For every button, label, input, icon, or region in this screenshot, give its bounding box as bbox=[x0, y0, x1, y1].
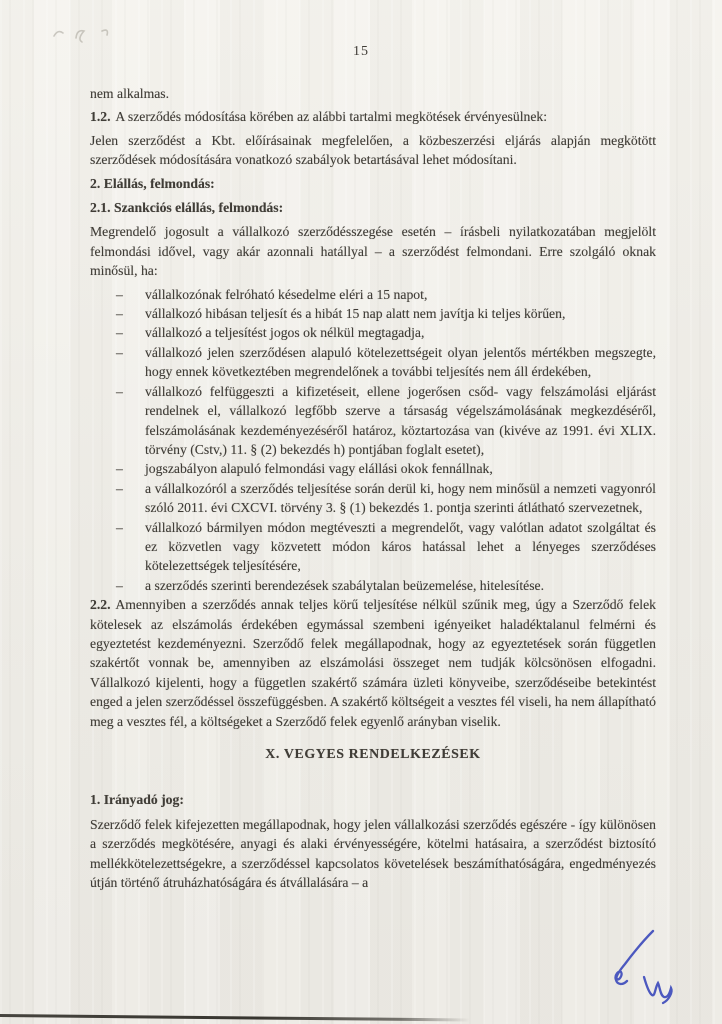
list-item bbox=[90, 343, 656, 382]
bullet-dash: – bbox=[116, 519, 123, 535]
list-item-text: vállalkozó a teljesítést jogos ok nélkül megtagadja, bbox=[145, 325, 425, 341]
list-item bbox=[90, 285, 656, 304]
page-number: 15 bbox=[353, 44, 369, 59]
list-item bbox=[90, 459, 656, 478]
document-text-block bbox=[90, 84, 656, 896]
list-item-text: jogszabályon alapuló felmondási vagy elállási okok fennállnak, bbox=[145, 461, 493, 477]
list-item bbox=[90, 382, 656, 460]
section-text-2-2: Amennyiben a szerződés annak teljes körű teljesítése nélkül szűnik meg, úgy a Szerződő felek kötelesek az elszámolás érdekében egymással szembeni igényeiket haladéktalanul felmérni és egyeztetést kezdeményezni. Szerződő felek megállapodnak, hogy az egyeztetések során független szakértőt vonnak be, amennyiben az elszámolási összeget nem tudják kölcsönösen elfogadni. Vállalkozó kijelenti, hogy a független szakértő számára üzleti könyveibe, szerződéseibe betekintést enged a jelen szerződéssel összefüggésben. A szakértő költségeit a vesztes fél viseli, ha nem állapítható meg a vesztes fél, a költségeket a Szerződő felek egyenlő arányban viselik. bbox=[90, 597, 656, 729]
paragraph-section-2-2 bbox=[90, 595, 656, 731]
list-item-text: vállalkozó felfüggeszti a kifizetéseit, ellene jogerősen csőd- vagy felszámolási eljárást rendelnek el, vállalkozó legfőbb szerve a társaság végelszámolásának megkezdéséről, felszámolásának kezdeményezéséről határoz, köztartozása van (kivéve az 1991. évi XLIX. törvény (Cstv,) 11. § (2) bekezdés h) pontjában foglalt esetet), bbox=[145, 383, 656, 457]
list-item bbox=[90, 479, 656, 518]
heading-szankcios-elallas: 2.1. Szankciós elállás, felmondás: bbox=[90, 200, 284, 216]
section-text-1-2: A szerződés módosítása körében az alábbi tartalmi megkötések érvényesülnek: bbox=[115, 109, 548, 125]
list-item bbox=[90, 518, 656, 576]
bullet-dash: – bbox=[116, 577, 123, 593]
list-item-text: vállalkozónak felróható késedelme eléri a 15 napot, bbox=[145, 286, 428, 302]
list-item-text: a szerződés szerinti berendezések szabálytalan beüzemelése, hitelesítése. bbox=[145, 577, 545, 593]
list-item bbox=[90, 323, 656, 342]
heading-vegyes-rendelkezesek: X. VEGYES RENDELKEZÉSEK bbox=[265, 747, 481, 762]
bullet-dash: – bbox=[116, 480, 123, 496]
list-item bbox=[90, 576, 656, 595]
termination-reasons-list bbox=[90, 285, 656, 596]
scan-edge-artifact bbox=[0, 1014, 470, 1022]
heading-elallas-felmondas: 2. Elállás, felmondás: bbox=[90, 175, 215, 191]
paragraph-iranyado: Szerződő felek kifejezetten megállapodnak, hogy jelen vállalkozási szerződés egészére - így különösen a szerződés megkötésére, anyagi és alaki érvényességére, kötelmi hatásaira, a szerződést biztosító mellékkötelezettségekre, a szerződéssel kapcsolatos követelések beszámíthatóságára, engedményezés útján történő átruházhatóságára és átvállalására – a bbox=[90, 816, 656, 891]
bullet-dash: – bbox=[116, 383, 123, 399]
heading-iranyado-jog: 1. Irányadó jog: bbox=[90, 792, 184, 808]
list-item-text: vállalkozó hibásan teljesít és a hibát 15 nap alatt nem javítja ki teljes körűen, bbox=[145, 306, 566, 322]
bullet-dash: – bbox=[116, 461, 123, 477]
handwritten-initials-signature bbox=[570, 900, 722, 1024]
paragraph-kbt: Jelen szerződést a Kbt. előírásainak megfelelően, a közbeszerzési eljárás alapján megkötött szerződések módosítására vonatkozó szabályok betartásával lehet módosítani. bbox=[90, 132, 656, 168]
bullet-dash: – bbox=[116, 306, 123, 322]
paragraph-section-1-2 bbox=[90, 107, 656, 126]
bullet-dash: – bbox=[116, 325, 123, 341]
paragraph-intro: nem alkalmas. bbox=[90, 86, 170, 101]
bullet-dash: – bbox=[116, 286, 123, 302]
list-item-text: vállalkozó jelen szerződésen alapuló kötelezettségeit olyan jelentős mértékben megszegte, hogy ennek következtében megrendelőnek a további teljesítés nem áll érdekében, bbox=[145, 344, 656, 380]
list-item-text: a vállalkozóról a szerződés teljesítése során derül ki, hogy nem minősül a nemzeti vagyonról szóló 2011. évi CXCVI. törvény 3. § (1) bekezdés 1. pontja szerinti átlátható szervezetnek, bbox=[145, 480, 656, 516]
list-item bbox=[90, 304, 656, 323]
section-number-1-2: 1.2. bbox=[90, 109, 111, 125]
bullet-dash: – bbox=[116, 344, 123, 360]
paragraph-megrendelo: Megrendelő jogosult a vállalkozó szerződésszegése esetén – írásbeli nyilatkozatában megjelölt felmondási idővel, vagy akár azonnali hatállyal – a szerződést felmondani. Erre szolgáló oknak minősül, ha: bbox=[90, 224, 656, 279]
list-item-text: vállalkozó bármilyen módon megtéveszti a megrendelőt, vagy valótlan adatot szolgáltat és ez közvetlen vagy közvetett módon káros hatással lehet a lényeges szerződéses kötelezettségek teljesítésére, bbox=[145, 519, 656, 574]
section-number-2-2: 2.2. bbox=[90, 597, 111, 613]
